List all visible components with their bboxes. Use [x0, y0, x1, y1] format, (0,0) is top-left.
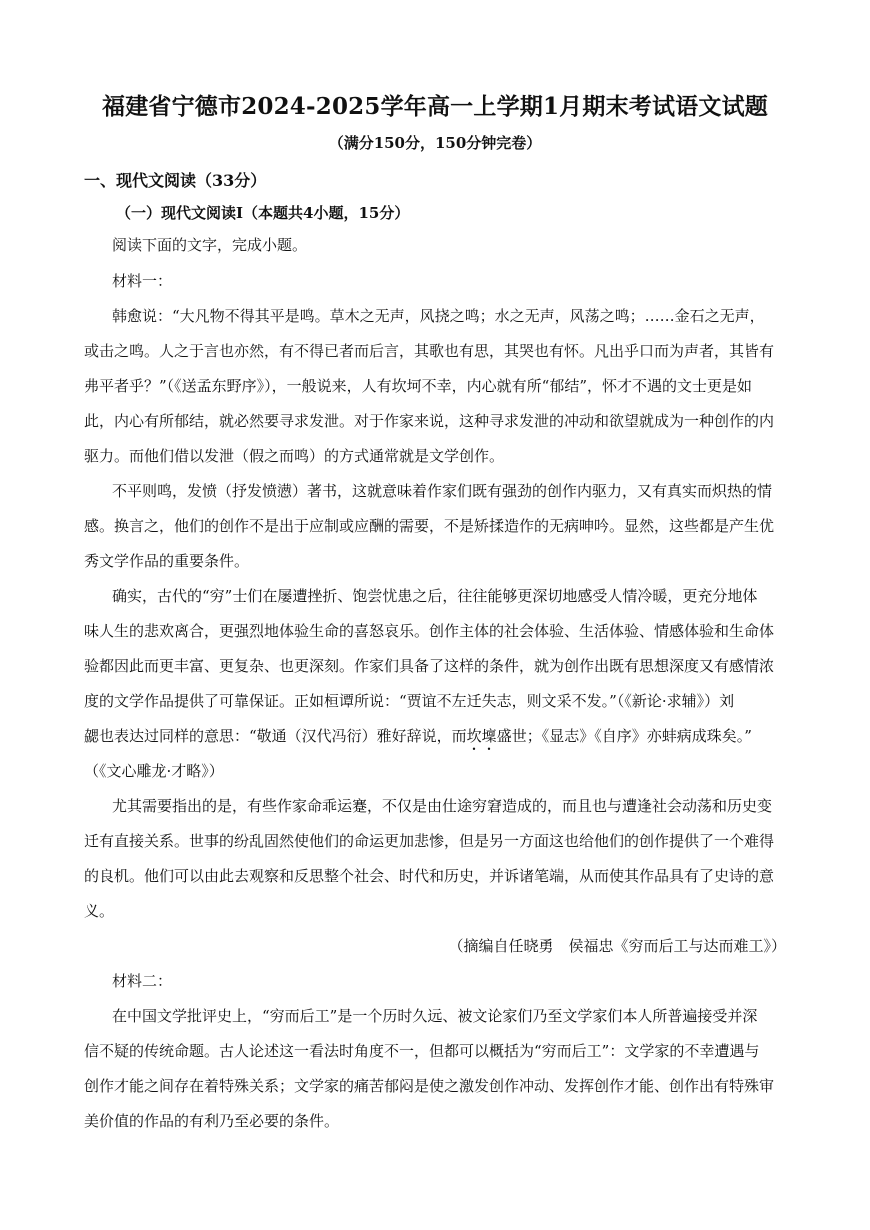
material2-label: 材料二：: [112, 972, 173, 990]
section-heading: 一、现代文阅读（33分）: [84, 171, 267, 190]
paragraph-line: 迁有直接关系。世事的纷乱固然使他们的命运更加悲惨，但是另一方面这也给他们的创作提供了一个难得: [84, 832, 775, 850]
paragraph-line: 信不疑的传统命题。古人论述这一看法时角度不一，但都可以概括为“穷而后工”：文学家的不幸遭遇与: [84, 1042, 760, 1060]
document-title: 福建省宁德市2024-2025学年高一上学期1月期末考试语文试题: [102, 93, 768, 120]
paragraph-line: 或击之鸣。人之于言也亦然，有不得已者而后言，其歌也有思，其哭也有怀。凡出乎口而为声者，其皆有: [84, 342, 775, 360]
paragraph-line: 此，内心有所郁结，就必然要寻求发泄。对于作家来说，这种寻求发泄的冲动和欲望就成为一种创作的内: [84, 412, 775, 430]
paragraph-line: 在中国文学批评史上，“穷而后工”是一个历时久远、被文论家们乃至文学家们本人所普遍接受并深: [112, 1007, 758, 1025]
paragraph-line: 尤其需要指出的是，有些作家命乖运蹇，不仅是由仕途穷窘造成的，而且也与遭逢社会动荡和历史变: [112, 797, 773, 815]
paragraph-line: 创作才能之间存在着特殊关系；文学家的痛苦郁闷是使之激发创作冲动、发挥创作才能、创作出有特殊审: [84, 1077, 775, 1095]
paragraph-line: 确实，古代的“穷”士们在屡遭挫折、饱尝忧患之后，往往能够更深切地感受人情冷暖，更充分地体: [112, 587, 758, 605]
paragraph-line: 不平则鸣，发愤（抒发愤懑）著书，这就意味着作家们既有强劲的创作内驱力，又有真实而炽热的情: [112, 482, 773, 500]
source-citation: （摘编自任晓勇 侯福忠《穷而后工与达而难工》）: [448, 937, 786, 955]
subsection-heading: （一）现代文阅读Ⅰ（本题共4小题，15分）: [116, 204, 410, 222]
paragraph-line: 义。: [84, 902, 115, 920]
paragraph-line: 的良机。他们可以由此去观察和反思整个社会、时代和历史，并诉诸笔端，从而使其作品具有了史诗的意: [84, 867, 775, 885]
paragraph-line: 度的文学作品提供了可靠保证。正如桓谭所说：“贾谊不左迁失志，则文采不发。”（《新论·求辅》）刘: [84, 692, 735, 710]
paragraph-line: 韩愈说：“大凡物不得其平是鸣。草木之无声，风挠之鸣；水之无声，风荡之鸣；……金石之无声，: [112, 307, 765, 325]
paragraph-text: 盛世；《显志》《自序》亦蚌病成珠矣。”: [496, 727, 752, 745]
paragraph-line: 秀文学作品的重要条件。: [84, 552, 250, 570]
paragraph-line: 验都因此而更丰富、更复杂、也更深刻。作家们具备了这样的条件，就为创作出既有思想深度又有感情浓: [84, 657, 775, 675]
paragraph-line: [84, 726, 786, 754]
paragraph-line: 美价值的作品的有利乃至必要的条件。: [84, 1112, 340, 1130]
paragraph-text: 勰也表达过同样的意思：“敬通（汉代冯衍）雅好辞说，而: [84, 727, 467, 745]
paragraph-line: 感。换言之，他们的创作不是出于应制或应酬的需要，不是矫揉造作的无病呻吟。显然，这些都是产生优: [84, 517, 775, 535]
document-subtitle: （满分150分，150分钟完卷）: [328, 134, 542, 152]
paragraph-line: 弗平者乎？”（《送孟东野序》），一般说来，人有坎坷不幸，内心就有所“郁结”，怀才不遇的文士更是如: [84, 377, 753, 395]
paragraph-line: 味人生的悲欢离合，更强烈地体验生命的喜怒哀乐。创作主体的社会体验、生活体验、情感体验和生命体: [84, 622, 775, 640]
emphasized-word: 坎壈: [466, 727, 497, 745]
material1-label: 材料一：: [112, 272, 173, 290]
citation-line: （《文心雕龙·才略》）: [84, 762, 224, 780]
instruction-text: 阅读下面的文字，完成小题。: [112, 236, 308, 254]
paragraph-line: 驱力。而他们借以发泄（假之而鸣）的方式通常就是文学创作。: [84, 447, 505, 465]
